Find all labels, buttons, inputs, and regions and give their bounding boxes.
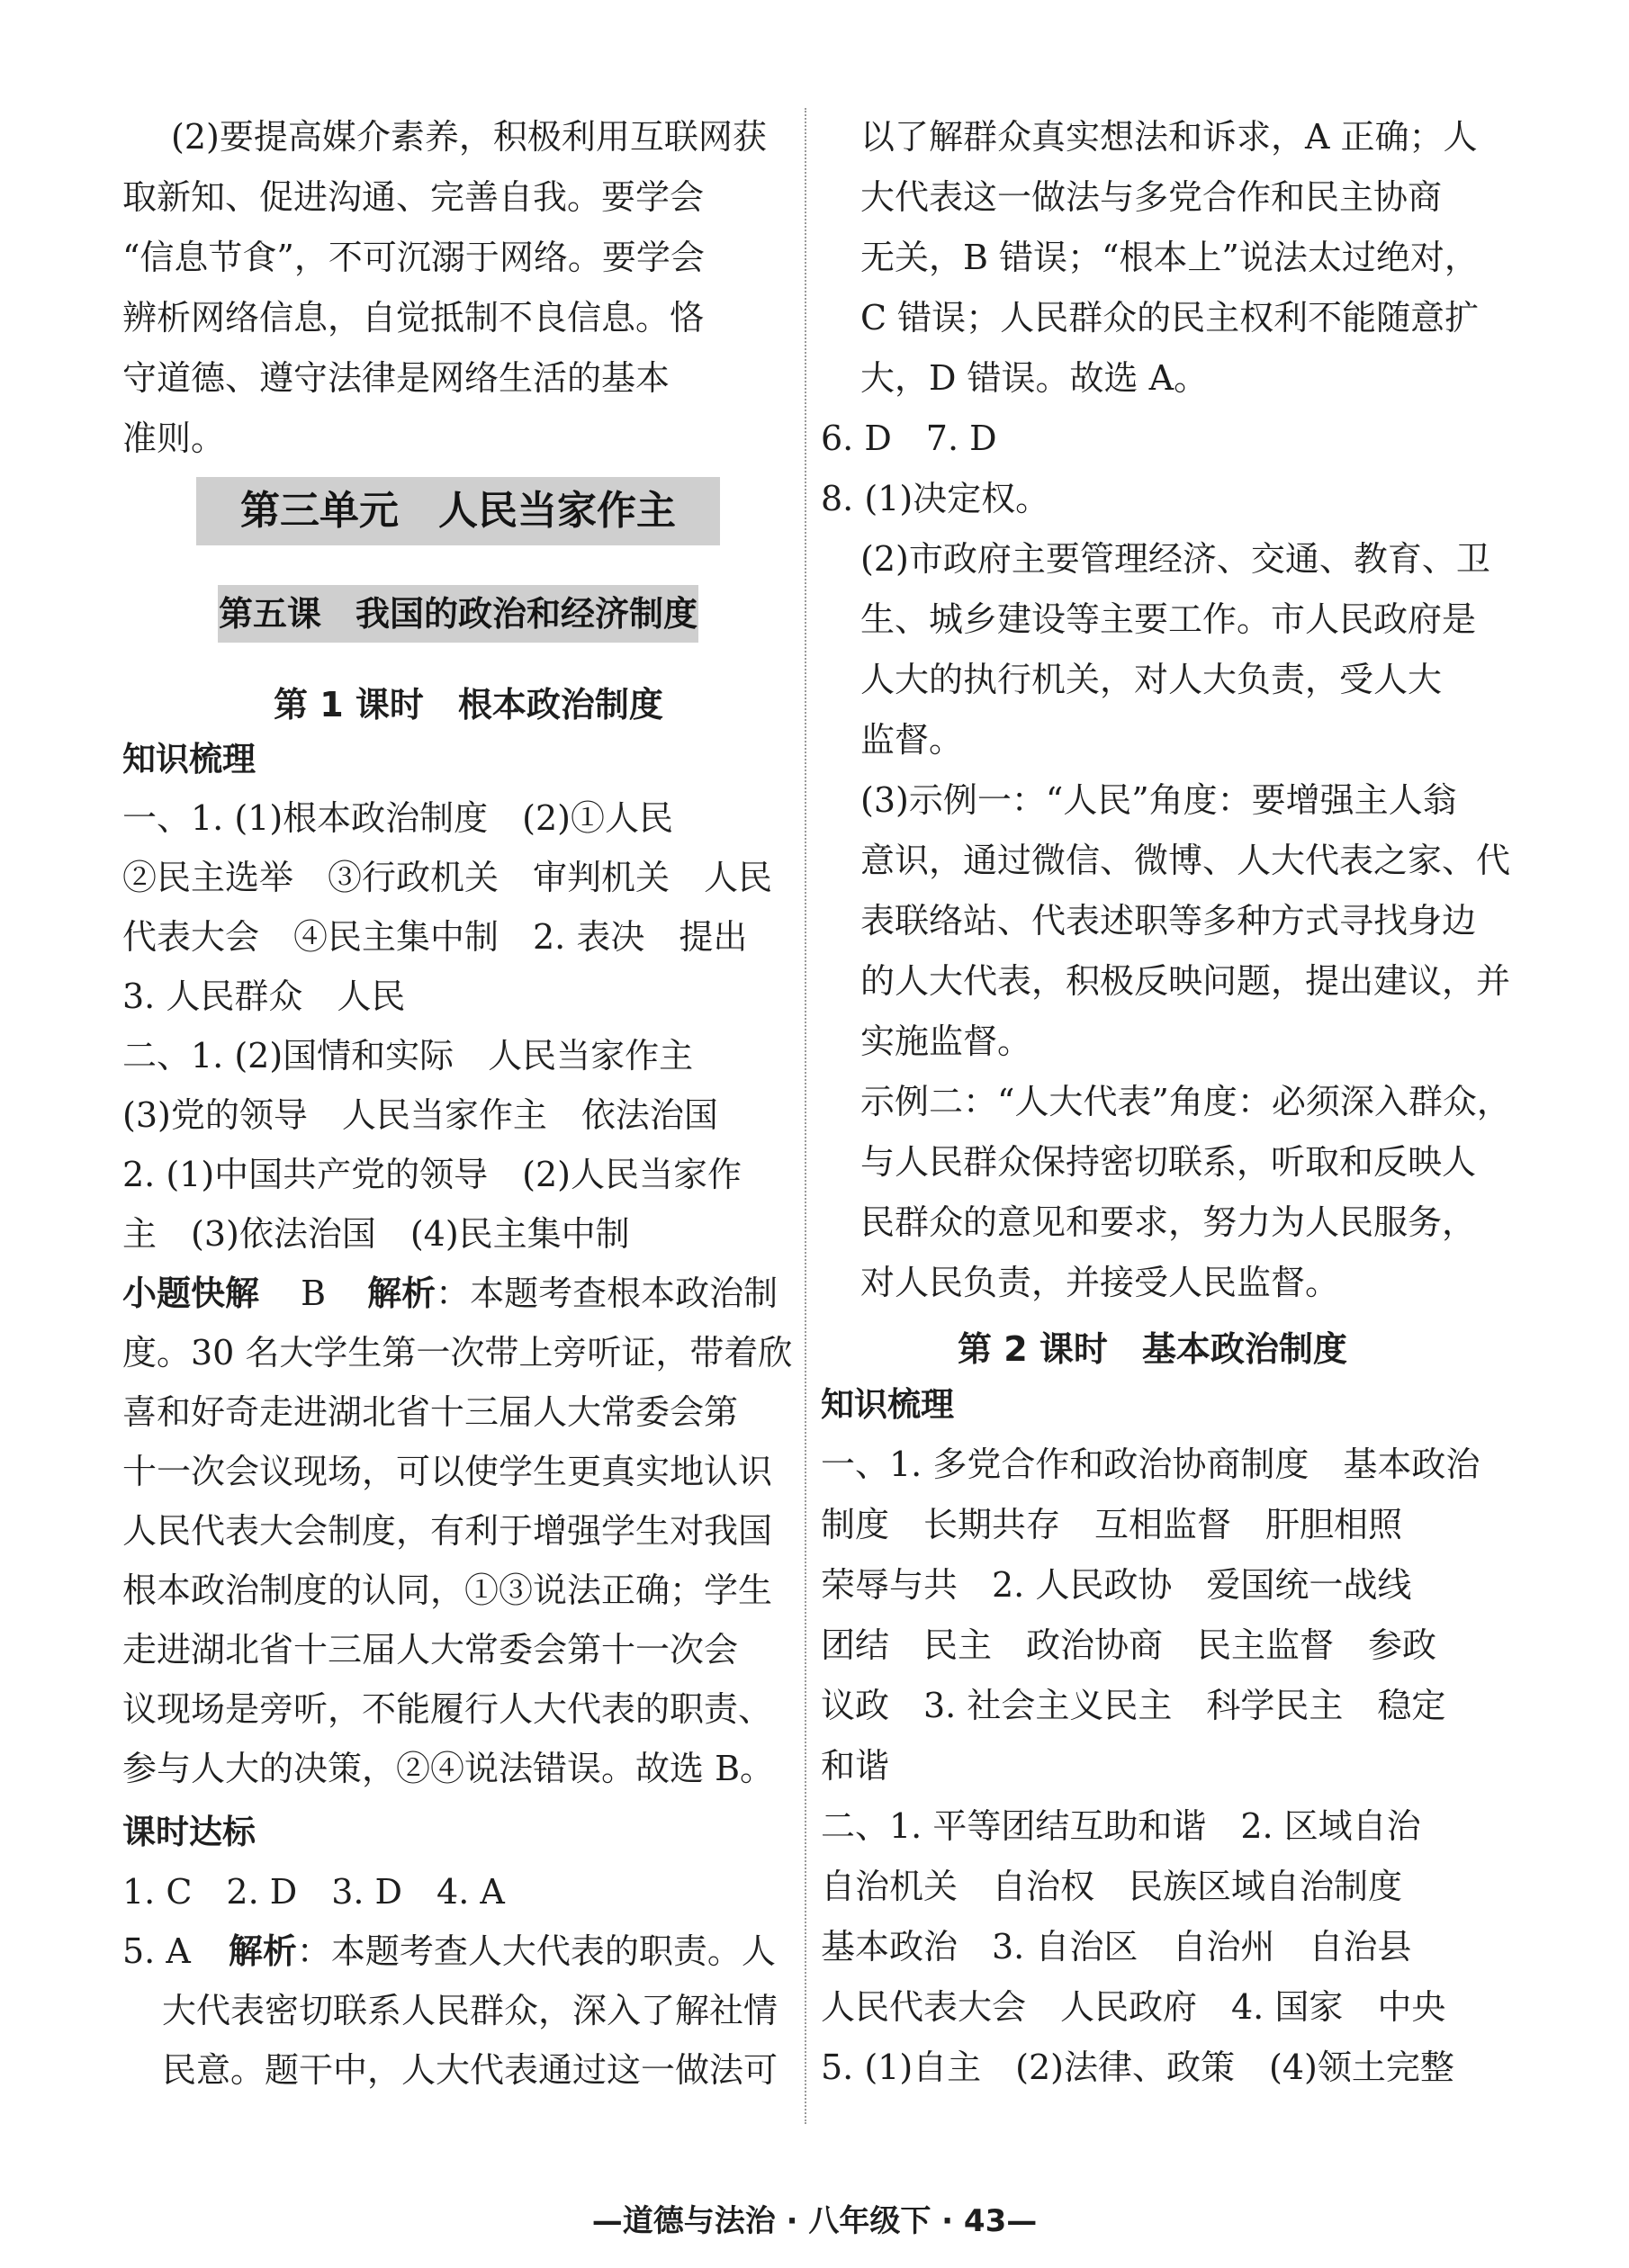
analysis-label: 解析 (228, 1931, 297, 1971)
text-line: 辨析网络信息，自觉抵制不良信息。恪 (122, 298, 705, 338)
q8-line: 8. (1)决定权。 (821, 479, 1050, 518)
text-line: “信息节食”，不可沉溺于网络。要学会 (122, 238, 705, 277)
text-line: 根本政治制度的认同，①③说法正确；学生 (122, 1570, 773, 1610)
section-heading: 知识梳理 (821, 1385, 954, 1424)
text-line: 主 (3)依法治国 (4)民主集中制 (122, 1214, 630, 1254)
text-line: 一、1. (1)根本政治制度 (2)①人民 (122, 798, 673, 838)
text-line: 意识，通过微信、微博、人大代表之家、代 (860, 841, 1511, 880)
section-heading: 课时达标 (122, 1813, 256, 1851)
quick-answer: B (301, 1274, 327, 1313)
q5-line (122, 1930, 776, 1973)
text-line: 走进湖北省十三届人大常委会第十一次会 (122, 1630, 739, 1670)
text-line: 人大的执行机关，对人大负责，受人大 (860, 660, 1443, 699)
analysis-label: 解析 (367, 1274, 436, 1313)
text-line: 无关，B 错误；“根本上”说法太过绝对， (860, 238, 1479, 277)
text-line: 取新知、促进沟通、完善自我。要学会 (122, 177, 705, 217)
text-line: 实施监督。 (860, 1022, 1032, 1061)
period-title: 第 1 课时 根本政治制度 (274, 685, 663, 724)
text-line: 荣辱与共 2. 人民政协 爱国统一战线 (821, 1565, 1412, 1605)
column-divider (805, 108, 806, 2124)
answers-line: 1. C 2. D 3. D 4. A (122, 1872, 505, 1912)
text-line: 喜和好奇走进湖北省十三届人大常委会第 (122, 1392, 739, 1432)
quick-answer-line (122, 1272, 778, 1315)
q5-answer: 5. A (122, 1931, 191, 1971)
text-line: 5. (1)自主 (2)法律、政策 (4)领土完整 (821, 2048, 1454, 2087)
analysis-text: ：本题考查根本政治制 (436, 1274, 778, 1313)
text-line: 3. 人民群众 人民 (122, 976, 406, 1016)
text-line: 大，D 错误。故选 A。 (860, 358, 1209, 398)
text-line: 准则。 (122, 418, 226, 458)
text-line: 议现场是旁听，不能履行人大代表的职责、 (122, 1689, 773, 1729)
text-line: 基本政治 3. 自治区 自治州 自治县 (821, 1927, 1412, 1966)
text-line: ②民主选举 ③行政机关 审判机关 人民 (122, 858, 773, 897)
answers-line: 6. D 7. D (821, 418, 997, 458)
period-title: 第 2 课时 基本政治制度 (958, 1329, 1347, 1369)
section-heading: 知识梳理 (122, 740, 256, 778)
text-line: 二、1. 平等团结互助和谐 2. 区域自治 (821, 1806, 1421, 1846)
text-line: C 错误；人民群众的民主权利不能随意扩 (860, 298, 1480, 338)
text-line: 2. (1)中国共产党的领导 (2)人民当家作 (122, 1155, 742, 1194)
text-line: 十一次会议现场，可以使学生更真实地认识 (122, 1452, 773, 1491)
text-line: 监督。 (860, 720, 964, 760)
text-line: 的人大代表，积极反映问题，提出建议，并 (860, 961, 1511, 1001)
text-line: 二、1. (2)国情和实际 人民当家作主 (122, 1036, 694, 1076)
text-line: 以了解群众真实想法和诉求，A 正确；人 (860, 117, 1478, 157)
unit-title: 第三单元 人民当家作主 (196, 477, 720, 545)
text-line: 与人民群众保持密切联系，听取和反映人 (860, 1142, 1477, 1182)
lesson-title: 第五课 我国的政治和经济制度 (218, 585, 698, 643)
text-line: (3)示例一：“人民”角度：要增强主人翁 (860, 780, 1457, 820)
text-line: 议政 3. 社会主义民主 科学民主 稳定 (821, 1686, 1446, 1725)
text-line: 民意。题干中，人大代表通过这一做法可 (162, 2050, 778, 2090)
text-line: (3)党的领导 人民当家作主 依法治国 (122, 1095, 718, 1135)
text-line: (2)要提高媒介素养，积极利用互联网获 (171, 117, 767, 157)
text-line: 民群众的意见和要求，努力为人民服务， (860, 1202, 1477, 1242)
text-line: 守道德、遵守法律是网络生活的基本 (122, 358, 670, 398)
text-line: 团结 民主 政治协商 民主监督 参政 (821, 1625, 1437, 1665)
text-line: 和谐 (821, 1746, 890, 1786)
text-line: 参与人大的决策，②④说法错误。故选 B。 (122, 1749, 775, 1788)
quick-label: 小题快解 (122, 1274, 260, 1313)
text-line: 度。30 名大学生第一次带上旁听证，带着欣 (122, 1333, 793, 1372)
text-line: 示例二：“人大代表”角度：必须深入群众， (860, 1082, 1511, 1121)
text-line: 人民代表大会 人民政府 4. 国家 中央 (821, 1987, 1446, 2027)
text-line: 生、城乡建设等主要工作。市人民政府是 (860, 599, 1477, 639)
page-footer: —道德与法治 · 八年级下 · 43— (591, 2203, 1038, 2239)
text-line: 代表大会 ④民主集中制 2. 表决 提出 (122, 917, 748, 957)
text-line: (2)市政府主要管理经济、交通、教育、卫 (860, 539, 1490, 579)
text-line: 大代表密切联系人民群众，深入了解社情 (162, 1991, 778, 2030)
text-line: 对人民负责，并接受人民监督。 (860, 1263, 1340, 1302)
text-line: 表联络站、代表述职等多种方式寻找身边 (860, 901, 1477, 940)
text-line: 人民代表大会制度，有利于增强学生对我国 (122, 1511, 773, 1551)
text-line: 一、1. 多党合作和政治协商制度 基本政治 (821, 1444, 1480, 1484)
text-line: 制度 长期共存 互相监督 肝胆相照 (821, 1505, 1403, 1544)
analysis-text: ：本题考查人大代表的职责。人 (296, 1931, 776, 1971)
text-line: 大代表这一做法与多党合作和民主协商 (860, 177, 1443, 217)
text-line: 自治机关 自治权 民族区域自治制度 (821, 1867, 1403, 1906)
